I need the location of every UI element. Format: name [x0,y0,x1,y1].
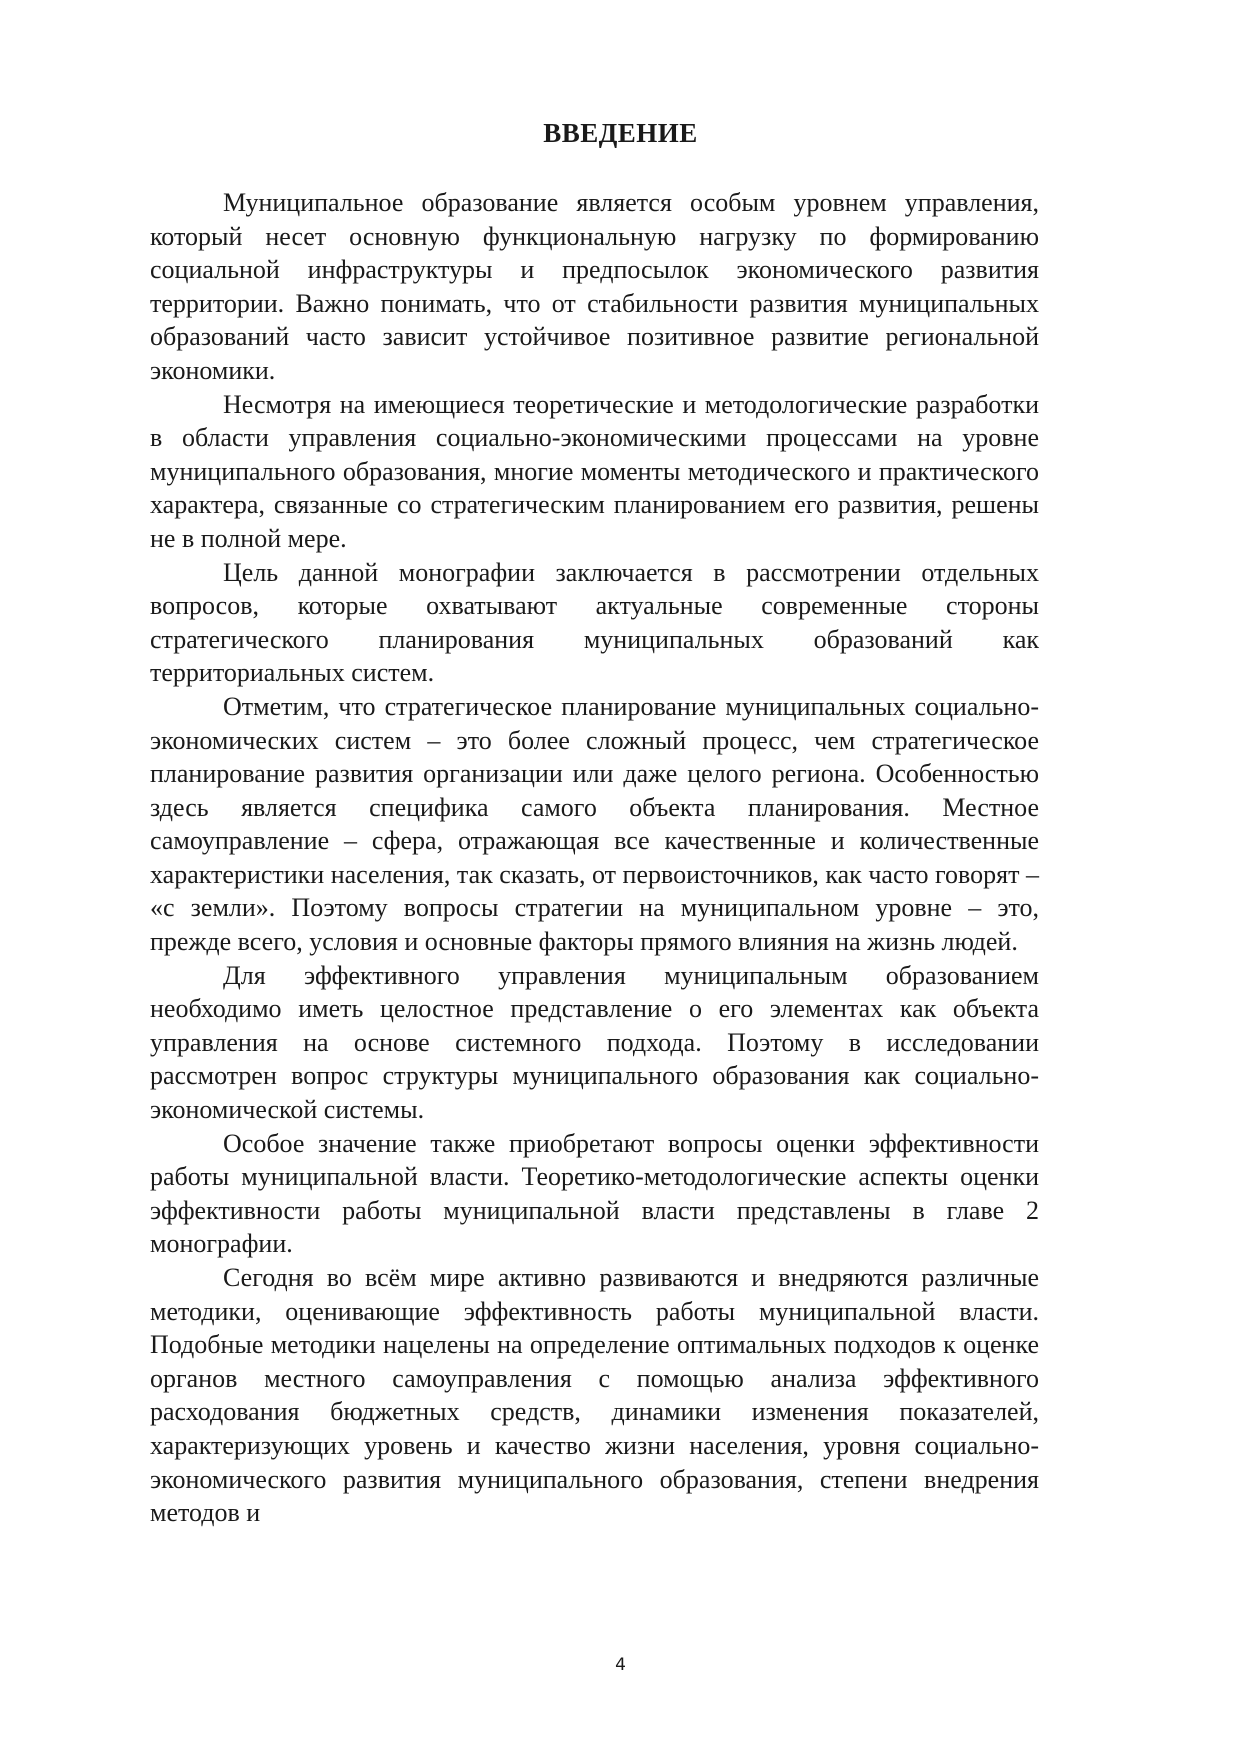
body-text [150,186,1039,1530]
paragraph-1: Муниципальное образование является особым уровнем управления, который несет основную функциональную нагрузку по формированию социальной инфраструктуры и предпосылок экономического развития территории. Важно понимать, что от стабильности развития муниципальных образований часто зависит устойчивое позитивное развитие региональной экономики. [150,188,1039,385]
paragraph-6: Особое значение также приобретают вопросы оценки эффективности работы муниципальной власти. Теоретико-методологические аспекты оценки эффективности работы муниципальной власти представлены в главе 2 монографии. [150,1128,1039,1259]
page-number: 4 [615,1655,626,1675]
paragraph-4: Отметим, что стратегическое планирование муниципальных социально-экономических систем – это более сложный процесс, чем стратегическое планирование развития организации или даже целого региона. Особенностью здесь является специфика самого объекта планирования. Местное самоуправление – сфера, отражающая все качественные и количественные характеристики населения, так сказать, от первоисточников, как часто говорят – «с земли». Поэтому вопросы стратегии на муниципальном уровне – это, прежде всего, условия и основные факторы прямого влияния на жизнь людей. [150,691,1039,957]
paragraph-5: Для эффективного управления муниципальным образованием необходимо иметь целостное представление о его элементах как объекта управления на основе системного подхода. Поэтому в исследовании рассмотрен вопрос структуры муниципального образования как социально-экономической системы. [150,960,1039,1125]
paragraph-2: Несмотря на имеющиеся теоретические и методологические разработки в области управления социально-экономическими процессами на уровне муниципального образования, многие моменты методического и практического характера, связанные со стратегическим планированием его развития, решены не в полной мере. [150,389,1039,553]
paragraph-7: Сегодня во всём мире активно развиваются и внедряются различные методики, оценивающие эффективность работы муниципальной власти. Подобные методики нацелены на определение оптимальных подходов к оценке органов местного самоуправления с помощью анализа эффективного расходования бюджетных средств, динамики изменения показателей, характеризующих уровень и качество жизни населения, уровня социально-экономического развития муниципального образования, степени внедрения методов и [150,1263,1039,1528]
paragraph-3: Цель данной монографии заключается в рассмотрении отдельных вопросов, которые охватывают актуальные современные стороны стратегического планирования муниципальных образований как территориальных систем. [150,557,1039,688]
page-title: ВВЕДЕНИЕ [543,118,698,148]
